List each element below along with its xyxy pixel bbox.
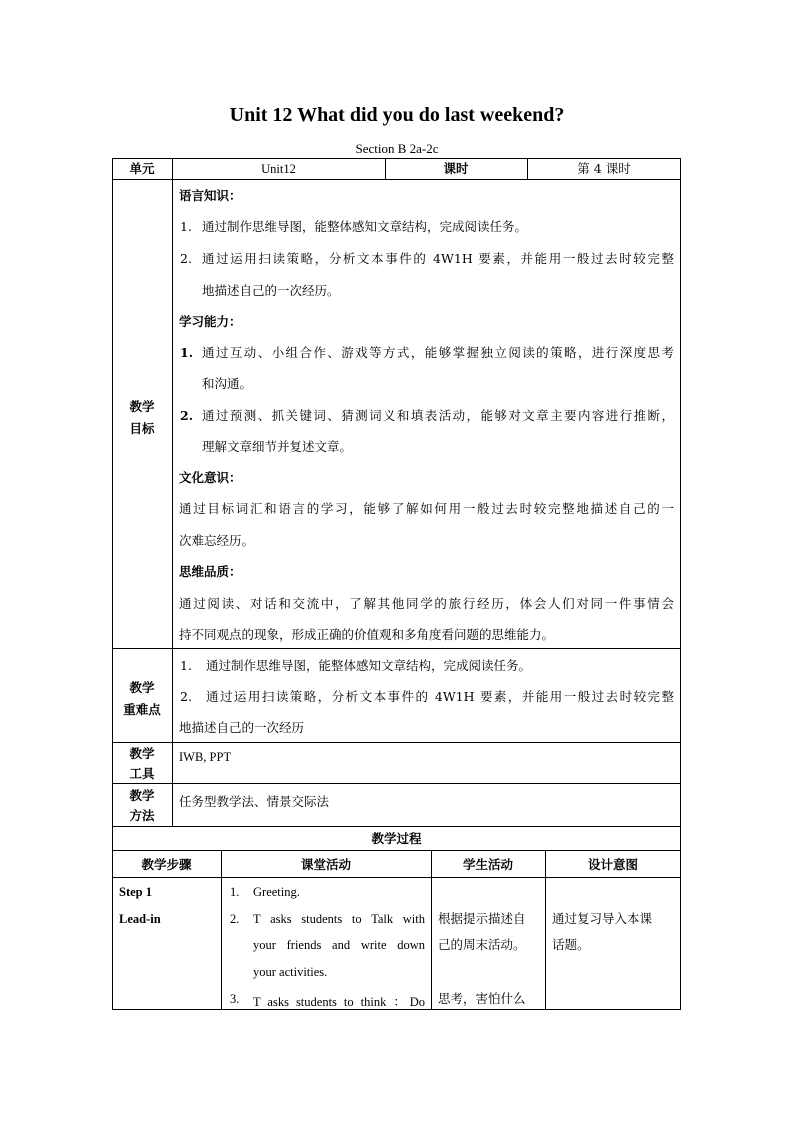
ability-item-continued: 理解文章细节并复述文章。 <box>202 439 353 454</box>
methods-value: 任务型教学法、情景交际法 <box>179 794 330 809</box>
unit-label: 单元 <box>129 161 155 176</box>
row-divider <box>112 742 681 743</box>
row-divider <box>112 826 681 827</box>
activity-number: 3. <box>230 992 240 1006</box>
col-divider <box>221 850 222 1010</box>
activity-number: 2. <box>230 912 240 926</box>
tools-label <box>112 744 172 784</box>
thinking-text-continued: 持不同观点的现象，形成正确的价值观和多角度看问题的思维能力。 <box>179 627 555 642</box>
language-item-number: 2. <box>180 251 192 266</box>
methods-label <box>112 786 172 826</box>
process-heading: 教学过程 <box>371 831 422 846</box>
activity-text: T asks students to think ：Do <box>253 995 425 1009</box>
tools-value: IWB, PPT <box>179 750 232 764</box>
page-title: Unit 12 What did you do last weekend? <box>229 104 565 126</box>
activity-text: T asks students to Talk with <box>253 912 425 926</box>
student-activity: 根据提示描述自 <box>438 911 526 926</box>
ability-item: 通过预测、抓关键词、猜测词义和填表活动，能够对文章主要内容进行推断， <box>202 408 674 423</box>
unit-value: Unit12 <box>261 162 296 176</box>
design-purpose: 通过复习导入本课 <box>552 911 653 926</box>
objectives-label <box>112 396 172 440</box>
ability-heading: 学习能力： <box>179 314 242 329</box>
ability-item-continued: 和沟通。 <box>202 376 253 391</box>
culture-text: 通过目标词汇和语言的学习，能够了解如何用一般过去时较完整地描述自己的一 <box>179 501 674 516</box>
row-divider <box>112 179 681 180</box>
ability-item: 通过互动、小组合作、游戏等方式，能够掌握独立阅读的策略，进行深度思考 <box>202 345 674 360</box>
key-point-number: 1. <box>180 658 192 673</box>
activity-text: Greeting. <box>253 885 300 899</box>
row-divider <box>112 648 681 649</box>
objectives-label-line1: 教学 <box>129 399 155 414</box>
col-divider <box>431 850 432 1010</box>
process-col-steps: 教学步骤 <box>141 857 192 872</box>
row-divider <box>112 877 681 878</box>
ability-item-number: 2. <box>180 408 194 423</box>
step-subtitle: Lead-in <box>119 912 161 926</box>
process-col-student: 学生活动 <box>462 857 513 872</box>
process-col-activities: 课堂活动 <box>300 857 351 872</box>
student-activity-next: 思考，害怕什么 <box>438 991 526 1006</box>
objectives-label-line2: 目标 <box>129 421 155 436</box>
activity-text-continued: your activities. <box>253 965 328 979</box>
language-heading: 语言知识： <box>179 188 242 203</box>
key-points-label <box>112 677 172 721</box>
activity-text-continued: your friends and write down <box>253 938 425 952</box>
period-value: 第 4 课时 <box>577 161 631 176</box>
period-label: 课时 <box>443 161 469 176</box>
student-activity-continued: 己的周末活动。 <box>438 937 526 952</box>
culture-text-continued: 次难忘经历。 <box>179 533 255 548</box>
page-subtitle: Section B 2a-2c <box>355 141 439 156</box>
key-point-number: 2. <box>180 689 192 704</box>
step-title: Step 1 <box>119 885 152 899</box>
row-divider <box>112 783 681 784</box>
col-divider <box>545 850 546 1010</box>
thinking-text: 通过阅读、对话和交流中，了解其他同学的旅行经历，体会人们对同一件事情会 <box>179 596 674 611</box>
key-point-item-continued: 地描述自己的一次经历 <box>179 720 305 735</box>
key-points-label-line2: 重难点 <box>123 702 161 717</box>
key-point-item: 通过运用扫读策略，分析文本事件的 4W1H 要素，并能用一般过去时较完整 <box>206 689 674 704</box>
process-col-purpose: 设计意图 <box>587 857 638 872</box>
methods-label-line1: 教学 <box>129 788 155 803</box>
tools-label-line2: 工具 <box>129 766 155 781</box>
key-point-item: 通过制作思维导图，能整体感知文章结构，完成阅读任务。 <box>206 658 532 673</box>
language-item-number: 1. <box>180 219 192 234</box>
culture-heading: 文化意识： <box>179 470 242 485</box>
ability-item-number: 1. <box>180 345 194 360</box>
design-purpose-continued: 话题。 <box>552 937 590 952</box>
col-divider <box>172 158 173 826</box>
language-item: 通过制作思维导图，能整体感知文章结构，完成阅读任务。 <box>202 219 528 234</box>
row-divider <box>112 850 681 851</box>
thinking-heading: 思维品质： <box>179 564 242 579</box>
methods-label-line2: 方法 <box>129 808 155 823</box>
tools-label-line1: 教学 <box>129 746 155 761</box>
language-item-continued: 地描述自己的一次经历。 <box>202 283 340 298</box>
key-points-label-line1: 教学 <box>129 680 155 695</box>
activity-number: 1. <box>230 885 240 899</box>
language-item: 通过运用扫读策略，分析文本事件的 4W1H 要素，并能用一般过去时较完整 <box>202 251 674 266</box>
